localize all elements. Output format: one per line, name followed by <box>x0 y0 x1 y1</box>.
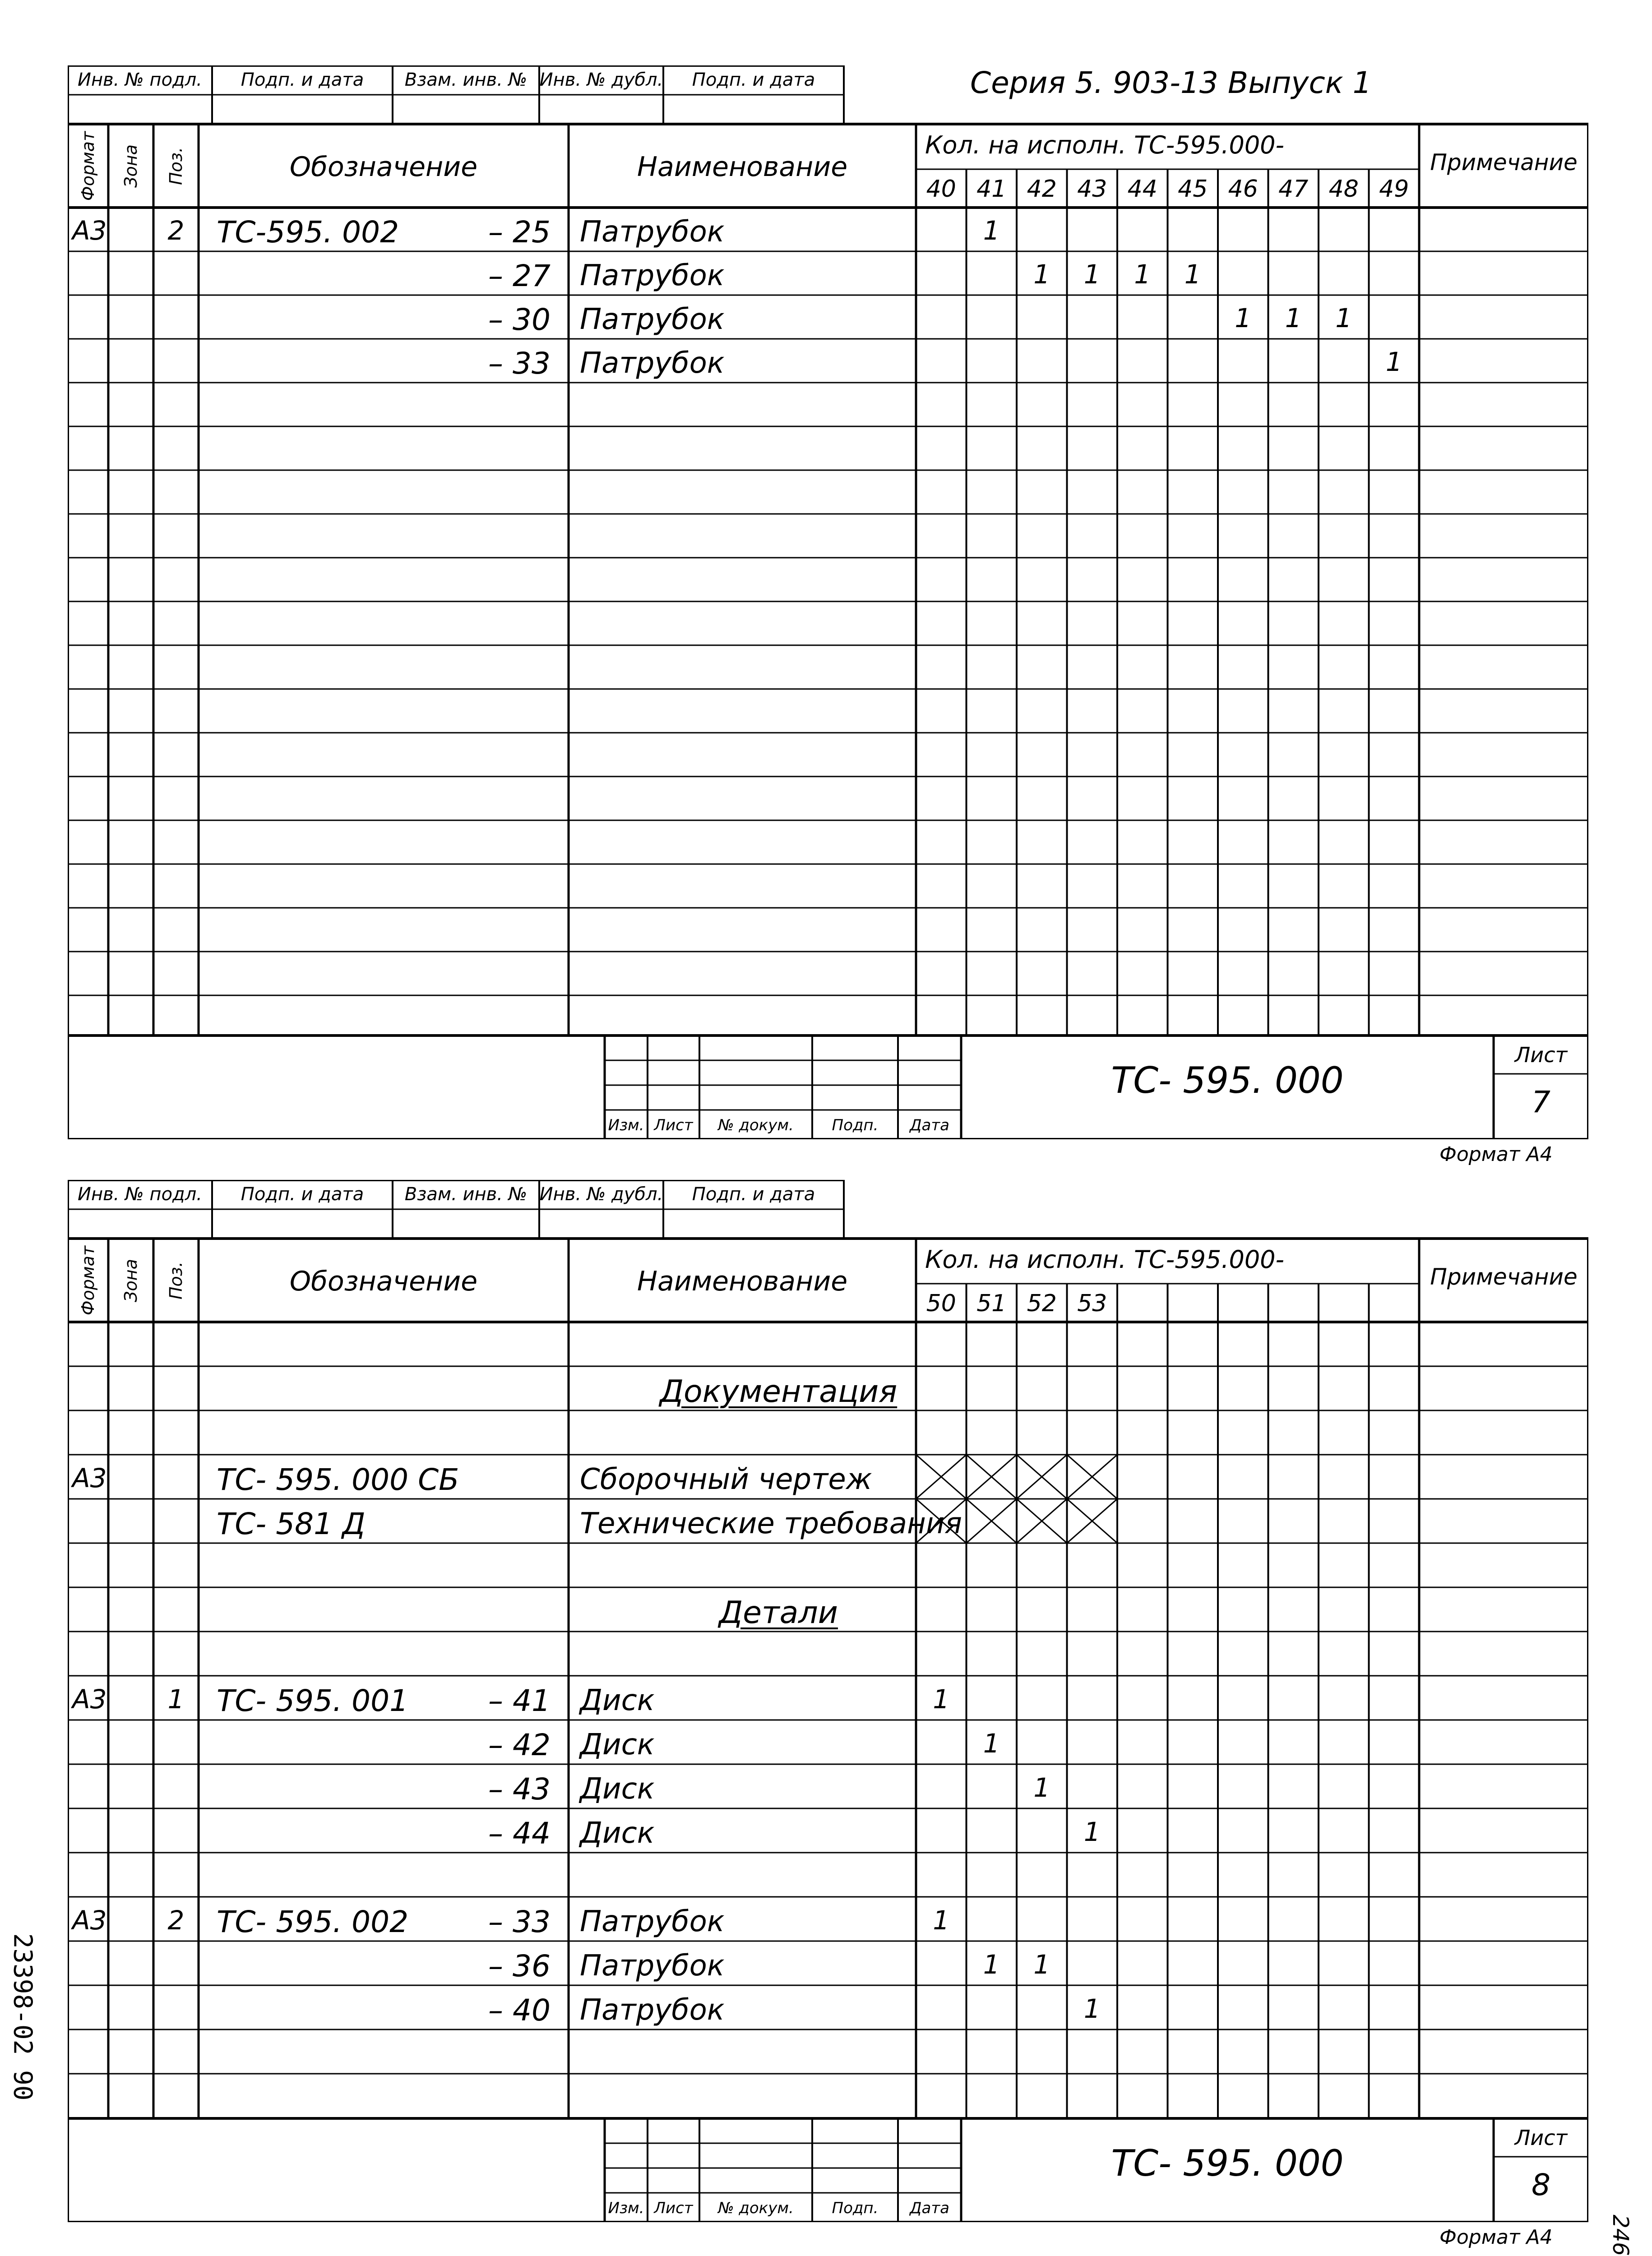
qty-value: 1 <box>1033 1772 1050 1803</box>
row-format: А3 <box>72 1463 107 1493</box>
qty-value: 1 <box>983 215 1000 246</box>
sheet-label: Лист <box>1514 2126 1568 2150</box>
row-name: Диск <box>580 1817 655 1850</box>
row-name: Патрубок <box>580 303 725 336</box>
row-designation-suffix: – 27 <box>488 259 551 293</box>
title-block-label: Дата <box>909 1116 950 1134</box>
row-designation: ТС- 595. 001 <box>217 1683 409 1718</box>
row-name: Сборочный чертеж <box>580 1463 872 1496</box>
row-name: Патрубок <box>580 1993 725 2027</box>
stamp-header: Взам. инв. № <box>404 69 528 90</box>
row-designation: ТС- 595. 000 СБ <box>217 1462 459 1497</box>
side-stamp: 23398-02 90 <box>8 1933 37 2101</box>
row-position: 2 <box>167 215 185 246</box>
variant-header: 41 <box>976 176 1007 203</box>
title-block-label: Изм. <box>608 1116 644 1134</box>
doc-code: ТС- 595. 000 <box>1111 1059 1344 1101</box>
sheet-label: Лист <box>1514 1043 1568 1067</box>
qty-value: 1 <box>1033 1949 1050 1980</box>
variant-header: 47 <box>1278 176 1309 203</box>
stamp-header: Инв. № подл. <box>78 69 202 90</box>
qty-value: 1 <box>1184 259 1201 290</box>
sheet-number: 8 <box>1532 2168 1550 2202</box>
row-designation-suffix: – 41 <box>488 1683 551 1718</box>
header-note: Примечание <box>1430 1264 1578 1290</box>
row-name: Патрубок <box>580 215 725 249</box>
qty-value: 1 <box>1134 259 1151 290</box>
section-heading: Документация <box>659 1374 898 1410</box>
header-format: Формат <box>78 131 98 201</box>
row-designation-suffix: – 25 <box>488 215 551 250</box>
variant-header: 44 <box>1127 176 1157 203</box>
title-block-label: Изм. <box>608 2199 644 2217</box>
variant-header: 48 <box>1328 176 1359 203</box>
stamp-header: Инв. № подл. <box>78 1184 202 1205</box>
row-name: Диск <box>580 1772 655 1806</box>
header-qty: Кол. на исполн. ТС-595.000- <box>925 1245 1285 1274</box>
header-pos: Поз. <box>166 147 186 185</box>
variant-header: 52 <box>1027 1290 1057 1317</box>
row-designation-suffix: – 43 <box>488 1772 551 1807</box>
variant-header: 51 <box>976 1290 1007 1317</box>
header-designation: Обозначение <box>289 1266 478 1297</box>
qty-value: 1 <box>983 1949 1000 1980</box>
header-format: Формат <box>78 1245 98 1315</box>
header-qty: Кол. на исполн. ТС-595.000- <box>925 131 1285 159</box>
row-designation: ТС- 595. 002 <box>217 1905 409 1939</box>
row-format: А3 <box>72 215 107 246</box>
header-note: Примечание <box>1430 149 1578 176</box>
spec-sheet-7 <box>68 65 1588 1166</box>
qty-value: 1 <box>933 1905 950 1936</box>
header-name: Наименование <box>637 1266 848 1297</box>
row-designation-suffix: – 33 <box>488 1905 551 1939</box>
header-zone: Зона <box>121 1258 141 1302</box>
row-name: Патрубок <box>580 259 725 292</box>
header-zone: Зона <box>121 144 141 188</box>
header-name: Наименование <box>637 151 848 183</box>
stamp-header: Подп. и дата <box>692 69 815 90</box>
title-block-label: Лист <box>654 1116 693 1134</box>
stamp-header: Инв. № дубл. <box>539 69 663 90</box>
qty-value: 1 <box>1335 303 1352 333</box>
series-label: Серия 5. 903-13 Выпуск 1 <box>970 65 1372 100</box>
title-block-label: № докум. <box>718 1116 794 1134</box>
qty-value: 1 <box>1083 1817 1101 1847</box>
row-designation-suffix: – 33 <box>488 346 551 381</box>
qty-value: 1 <box>1285 303 1302 333</box>
row-position: 2 <box>167 1905 185 1936</box>
doc-code: ТС- 595. 000 <box>1111 2142 1344 2184</box>
row-designation-suffix: – 30 <box>488 302 551 337</box>
qty-value: 1 <box>983 1728 1000 1759</box>
title-block-label: № докум. <box>718 2199 794 2217</box>
row-name: Патрубок <box>580 1905 725 1938</box>
title-block-label: Подп. <box>832 2199 879 2217</box>
variant-header: 49 <box>1379 176 1409 203</box>
stamp-header: Подп. и дата <box>241 69 364 90</box>
stamp-header: Инв. № дубл. <box>539 1184 663 1205</box>
side-page-number: 246 <box>1607 2214 1633 2256</box>
row-designation-suffix: – 40 <box>488 1993 551 2028</box>
variant-header: 40 <box>926 176 956 203</box>
spec-sheet-8 <box>68 1180 1588 2256</box>
row-name: Технические требования <box>580 1507 962 1540</box>
row-name: Патрубок <box>580 1949 725 1983</box>
row-name: Диск <box>580 1684 655 1717</box>
stamp-header: Подп. и дата <box>241 1184 364 1205</box>
qty-value: 1 <box>1083 1993 1101 2024</box>
qty-value: 1 <box>1235 303 1252 333</box>
title-block-label: Лист <box>654 2199 693 2217</box>
title-block-label: Подп. <box>832 1116 879 1134</box>
header-designation: Обозначение <box>289 151 478 183</box>
row-designation-suffix: – 44 <box>488 1816 551 1851</box>
row-designation: ТС- 581 Д <box>217 1507 366 1541</box>
row-designation-suffix: – 42 <box>488 1728 551 1762</box>
format-label: Формат А4 <box>1439 1143 1553 1166</box>
sheet-number: 7 <box>1532 1085 1550 1119</box>
row-name: Патрубок <box>580 347 725 380</box>
qty-value: 1 <box>1083 259 1101 290</box>
variant-header: 43 <box>1077 176 1107 203</box>
format-label: Формат А4 <box>1439 2226 1553 2249</box>
qty-value: 1 <box>1033 259 1050 290</box>
row-designation-suffix: – 36 <box>488 1949 551 1983</box>
row-format: А3 <box>72 1684 107 1715</box>
row-position: 1 <box>167 1684 185 1715</box>
stamp-header: Подп. и дата <box>692 1184 815 1205</box>
variant-header: 50 <box>926 1290 956 1317</box>
variant-header: 53 <box>1077 1290 1107 1317</box>
section-heading: Детали <box>719 1595 838 1631</box>
header-pos: Поз. <box>166 1261 186 1299</box>
title-block-label: Дата <box>909 2199 950 2217</box>
row-designation: ТС-595. 002 <box>217 215 399 250</box>
variant-header: 42 <box>1027 176 1057 203</box>
row-name: Диск <box>580 1728 655 1761</box>
qty-value: 1 <box>1385 347 1402 377</box>
variant-header: 45 <box>1178 176 1208 203</box>
stamp-header: Взам. инв. № <box>404 1184 528 1205</box>
variant-header: 46 <box>1228 176 1258 203</box>
row-format: А3 <box>72 1905 107 1936</box>
qty-value: 1 <box>933 1684 950 1715</box>
